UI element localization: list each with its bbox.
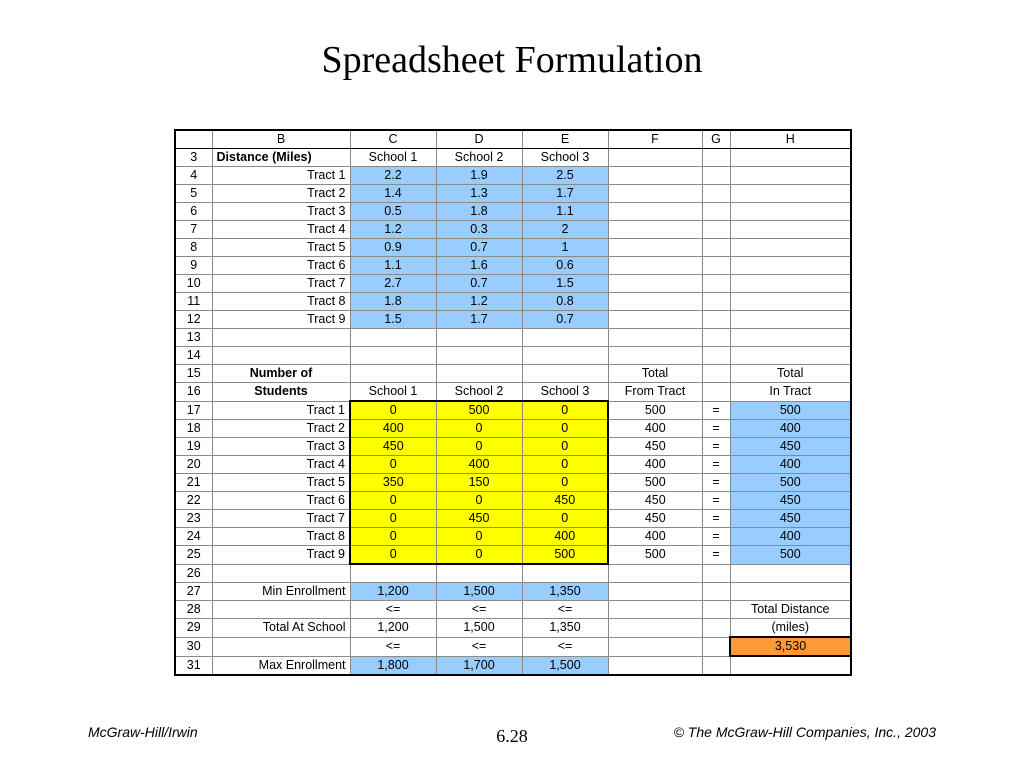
distance-cell[interactable]: 1 (522, 239, 608, 257)
sheet-row (175, 311, 851, 329)
cell[interactable] (608, 221, 702, 239)
cell[interactable] (212, 601, 350, 619)
total-label[interactable]: Total (730, 365, 851, 383)
cell[interactable] (702, 185, 730, 203)
distance-cell[interactable]: 1.2 (350, 221, 436, 239)
cell[interactable] (608, 293, 702, 311)
sheet-row (175, 239, 851, 257)
cell[interactable] (730, 221, 851, 239)
in-tract-total[interactable]: 400 (730, 456, 851, 474)
sheet-row (175, 456, 851, 474)
cell[interactable] (436, 564, 522, 583)
school-header[interactable]: School 2 (436, 149, 522, 167)
assignment-cell[interactable]: 0 (522, 474, 608, 492)
assignment-cell[interactable]: 450 (522, 492, 608, 510)
cell[interactable] (608, 311, 702, 329)
equals-sign[interactable]: = (702, 528, 730, 546)
le-sign[interactable]: <= (436, 601, 522, 619)
distance-cell[interactable]: 1.3 (436, 185, 522, 203)
school-header[interactable]: School 3 (522, 383, 608, 402)
distance-cell[interactable]: 0.7 (436, 275, 522, 293)
sheet-row (175, 474, 851, 492)
row-number[interactable]: 28 (175, 601, 212, 619)
school-header[interactable]: School 1 (350, 149, 436, 167)
assignment-cell[interactable]: 400 (522, 528, 608, 546)
sheet-row (175, 492, 851, 510)
cell[interactable] (702, 203, 730, 221)
spreadsheet (174, 129, 852, 676)
in-tract-total[interactable]: 450 (730, 510, 851, 528)
in-tract-total[interactable]: 400 (730, 420, 851, 438)
le-sign[interactable]: <= (436, 637, 522, 656)
row-number[interactable]: 31 (175, 656, 212, 675)
sheet-row (175, 347, 851, 365)
assignment-cell[interactable]: 0 (522, 510, 608, 528)
equals-sign[interactable]: = (702, 456, 730, 474)
sheet-row (175, 365, 851, 383)
column-header[interactable]: F (608, 130, 702, 149)
row-number[interactable]: 6 (175, 203, 212, 221)
min-enrollment-cell[interactable]: 1,200 (350, 583, 436, 601)
cell[interactable] (730, 347, 851, 365)
distance-cell[interactable]: 0.7 (436, 239, 522, 257)
assignment-cell[interactable]: 450 (436, 510, 522, 528)
cell[interactable] (730, 149, 851, 167)
cell[interactable] (350, 347, 436, 365)
cell[interactable] (608, 583, 702, 601)
sheet-row (175, 257, 851, 275)
row-number[interactable]: 8 (175, 239, 212, 257)
row-number[interactable]: 27 (175, 583, 212, 601)
distance-cell[interactable]: 1.1 (522, 203, 608, 221)
sheet-row (175, 438, 851, 456)
cell[interactable] (702, 365, 730, 383)
distance-cell[interactable]: 0.6 (522, 257, 608, 275)
row-number[interactable]: 25 (175, 546, 212, 565)
cell[interactable] (730, 203, 851, 221)
sheet-row (175, 401, 851, 420)
max-enrollment-label[interactable]: Max Enrollment (212, 656, 350, 675)
sheet-row (175, 221, 851, 239)
distance-cell[interactable]: 2 (522, 221, 608, 239)
assignment-cell[interactable]: 0 (350, 456, 436, 474)
from-tract-label[interactable]: From Tract (608, 383, 702, 402)
cell[interactable] (702, 311, 730, 329)
distance-cell[interactable]: 1.7 (522, 185, 608, 203)
from-tract-total[interactable]: 450 (608, 438, 702, 456)
from-tract-total[interactable]: 400 (608, 420, 702, 438)
assignment-cell[interactable]: 500 (522, 546, 608, 565)
tract-label[interactable]: Tract 5 (212, 239, 350, 257)
in-tract-label[interactable]: In Tract (730, 383, 851, 402)
cell[interactable] (702, 293, 730, 311)
column-header[interactable]: H (730, 130, 851, 149)
tract-label[interactable]: Tract 1 (212, 167, 350, 185)
cell[interactable] (436, 347, 522, 365)
row-number[interactable]: 13 (175, 329, 212, 347)
students-label[interactable]: Students (212, 383, 350, 402)
distance-cell[interactable]: 1.5 (350, 311, 436, 329)
cell[interactable] (702, 637, 730, 656)
row-number[interactable]: 20 (175, 456, 212, 474)
school-header[interactable]: School 1 (350, 383, 436, 402)
sheet-row (175, 130, 851, 149)
row-number[interactable]: 24 (175, 528, 212, 546)
in-tract-total[interactable]: 450 (730, 492, 851, 510)
cell[interactable] (608, 329, 702, 347)
distance-cell[interactable]: 2.2 (350, 167, 436, 185)
distance-label[interactable]: Distance (Miles) (212, 149, 350, 167)
assignment-cell[interactable]: 150 (436, 474, 522, 492)
total-at-school-label[interactable]: Total At School (212, 619, 350, 638)
from-tract-total[interactable]: 500 (608, 474, 702, 492)
students-label[interactable]: Number of (212, 365, 350, 383)
cell[interactable] (702, 347, 730, 365)
assignment-cell[interactable]: 0 (350, 510, 436, 528)
from-tract-total[interactable]: 400 (608, 528, 702, 546)
row-number[interactable]: 7 (175, 221, 212, 239)
corner-cell[interactable] (175, 130, 212, 149)
row-number[interactable]: 17 (175, 401, 212, 420)
le-sign[interactable]: <= (522, 637, 608, 656)
distance-cell[interactable]: 1.5 (522, 275, 608, 293)
min-enrollment-cell[interactable]: 1,350 (522, 583, 608, 601)
equals-sign[interactable]: = (702, 438, 730, 456)
tract-label[interactable]: Tract 3 (212, 203, 350, 221)
from-tract-total[interactable]: 400 (608, 456, 702, 474)
school-header[interactable]: School 2 (436, 383, 522, 402)
tract-label[interactable]: Tract 6 (212, 257, 350, 275)
cell[interactable] (608, 601, 702, 619)
distance-cell[interactable]: 2.5 (522, 167, 608, 185)
row-number[interactable]: 5 (175, 185, 212, 203)
total-at-school-cell[interactable]: 1,350 (522, 619, 608, 638)
sheet-row (175, 185, 851, 203)
distance-cell[interactable]: 1.9 (436, 167, 522, 185)
distance-cell[interactable]: 0.7 (522, 311, 608, 329)
assignment-cell[interactable]: 0 (350, 492, 436, 510)
cell[interactable] (608, 149, 702, 167)
tract-label[interactable]: Tract 9 (212, 311, 350, 329)
row-number[interactable]: 23 (175, 510, 212, 528)
distance-cell[interactable]: 1.8 (350, 293, 436, 311)
cell[interactable] (436, 329, 522, 347)
tract-label[interactable]: Tract 3 (212, 438, 350, 456)
assignment-cell[interactable]: 400 (436, 456, 522, 474)
assignment-cell[interactable]: 450 (350, 438, 436, 456)
tract-label[interactable]: Tract 9 (212, 546, 350, 565)
cell[interactable] (608, 185, 702, 203)
cell[interactable] (730, 257, 851, 275)
cell[interactable] (702, 329, 730, 347)
max-enrollment-cell[interactable]: 1,500 (522, 656, 608, 675)
total-distance-value[interactable]: 3,530 (730, 637, 851, 656)
tract-label[interactable]: Tract 6 (212, 492, 350, 510)
equals-sign[interactable]: = (702, 510, 730, 528)
school-header[interactable]: School 3 (522, 149, 608, 167)
row-number[interactable]: 15 (175, 365, 212, 383)
le-sign[interactable]: <= (350, 601, 436, 619)
sheet-row (175, 637, 851, 656)
sheet-row (175, 656, 851, 675)
cell[interactable] (730, 275, 851, 293)
tract-label[interactable]: Tract 2 (212, 420, 350, 438)
equals-sign[interactable]: = (702, 420, 730, 438)
footer-copyright: © The McGraw-Hill Companies, Inc., 2003 (673, 724, 936, 740)
row-number[interactable]: 10 (175, 275, 212, 293)
row-number[interactable]: 3 (175, 149, 212, 167)
sheet-row (175, 583, 851, 601)
assignment-cell[interactable]: 0 (350, 401, 436, 420)
cell[interactable] (730, 656, 851, 675)
row-number[interactable]: 22 (175, 492, 212, 510)
sheet-row (175, 528, 851, 546)
assignment-cell[interactable]: 0 (350, 528, 436, 546)
assignment-cell[interactable]: 0 (522, 420, 608, 438)
row-number[interactable]: 11 (175, 293, 212, 311)
cell[interactable] (702, 601, 730, 619)
in-tract-total[interactable]: 500 (730, 474, 851, 492)
sheet-row (175, 293, 851, 311)
tract-label[interactable]: Tract 2 (212, 185, 350, 203)
cell[interactable] (436, 365, 522, 383)
equals-sign[interactable]: = (702, 474, 730, 492)
cell[interactable] (608, 619, 702, 638)
total-distance-label[interactable]: (miles) (730, 619, 851, 638)
total-at-school-cell[interactable]: 1,200 (350, 619, 436, 638)
cell[interactable] (702, 149, 730, 167)
cell[interactable] (608, 239, 702, 257)
sheet-row (175, 546, 851, 565)
sheet-row (175, 601, 851, 619)
distance-cell[interactable]: 0.5 (350, 203, 436, 221)
sheet-row (175, 564, 851, 583)
sheet-row (175, 383, 851, 402)
row-number[interactable]: 18 (175, 420, 212, 438)
equals-sign[interactable]: = (702, 546, 730, 565)
cell[interactable] (730, 167, 851, 185)
total-at-school-cell[interactable]: 1,500 (436, 619, 522, 638)
column-header[interactable]: B (212, 130, 350, 149)
assignment-cell[interactable]: 500 (436, 401, 522, 420)
cell[interactable] (212, 347, 350, 365)
row-number[interactable]: 4 (175, 167, 212, 185)
equals-sign[interactable]: = (702, 492, 730, 510)
assignment-cell[interactable]: 0 (522, 456, 608, 474)
assignment-cell[interactable]: 0 (436, 546, 522, 565)
sheet-row (175, 167, 851, 185)
max-enrollment-cell[interactable]: 1,800 (350, 656, 436, 675)
min-enrollment-cell[interactable]: 1,500 (436, 583, 522, 601)
column-header[interactable]: G (702, 130, 730, 149)
tract-label[interactable]: Tract 4 (212, 456, 350, 474)
row-number[interactable]: 19 (175, 438, 212, 456)
row-number[interactable]: 9 (175, 257, 212, 275)
cell[interactable] (702, 383, 730, 402)
row-number[interactable]: 26 (175, 564, 212, 583)
cell[interactable] (212, 564, 350, 583)
distance-cell[interactable]: 1.6 (436, 257, 522, 275)
distance-cell[interactable]: 0.3 (436, 221, 522, 239)
assignment-cell[interactable]: 0 (436, 492, 522, 510)
in-tract-total[interactable]: 450 (730, 438, 851, 456)
cell[interactable] (730, 311, 851, 329)
tract-label[interactable]: Tract 4 (212, 221, 350, 239)
assignment-cell[interactable]: 400 (350, 420, 436, 438)
distance-cell[interactable]: 0.9 (350, 239, 436, 257)
cell[interactable] (702, 167, 730, 185)
cell[interactable] (608, 167, 702, 185)
footer-publisher: McGraw-Hill/Irwin (88, 724, 198, 740)
row-number[interactable]: 14 (175, 347, 212, 365)
from-tract-total[interactable]: 450 (608, 492, 702, 510)
cell[interactable] (730, 293, 851, 311)
tract-label[interactable]: Tract 8 (212, 528, 350, 546)
distance-cell[interactable]: 1.1 (350, 257, 436, 275)
cell[interactable] (350, 564, 436, 583)
tract-label[interactable]: Tract 7 (212, 275, 350, 293)
cell[interactable] (730, 583, 851, 601)
sheet-row (175, 275, 851, 293)
row-number[interactable]: 12 (175, 311, 212, 329)
slide-title: Spreadsheet Formulation (321, 39, 703, 81)
distance-cell[interactable]: 1.4 (350, 185, 436, 203)
cell[interactable] (702, 257, 730, 275)
column-header[interactable]: C (350, 130, 436, 149)
tract-label[interactable]: Tract 7 (212, 510, 350, 528)
cell[interactable] (702, 275, 730, 293)
cell[interactable] (608, 257, 702, 275)
cell[interactable] (702, 583, 730, 601)
sheet-row (175, 510, 851, 528)
cell[interactable] (522, 347, 608, 365)
cell[interactable] (730, 239, 851, 257)
assignment-cell[interactable]: 0 (522, 438, 608, 456)
sheet-row (175, 420, 851, 438)
cell[interactable] (608, 275, 702, 293)
cell[interactable] (212, 329, 350, 347)
row-number[interactable]: 21 (175, 474, 212, 492)
row-number[interactable]: 16 (175, 383, 212, 402)
cell[interactable] (608, 656, 702, 675)
from-tract-total[interactable]: 450 (608, 510, 702, 528)
sheet-row (175, 329, 851, 347)
total-label[interactable]: Total (608, 365, 702, 383)
in-tract-total[interactable]: 500 (730, 546, 851, 565)
tract-label[interactable]: Tract 5 (212, 474, 350, 492)
cell[interactable] (350, 365, 436, 383)
cell[interactable] (522, 365, 608, 383)
cell[interactable] (608, 203, 702, 221)
tract-label[interactable]: Tract 1 (212, 401, 350, 420)
in-tract-total[interactable]: 400 (730, 528, 851, 546)
row-number[interactable]: 29 (175, 619, 212, 638)
from-tract-total[interactable]: 500 (608, 401, 702, 420)
le-sign[interactable]: <= (522, 601, 608, 619)
sheet-row (175, 203, 851, 221)
equals-sign[interactable]: = (702, 401, 730, 420)
sheet-row (175, 619, 851, 638)
cell[interactable] (350, 329, 436, 347)
sheet-row (175, 149, 851, 167)
distance-cell[interactable]: 1.7 (436, 311, 522, 329)
distance-cell[interactable]: 1.8 (436, 203, 522, 221)
cell[interactable] (608, 564, 702, 583)
le-sign[interactable]: <= (350, 637, 436, 656)
row-number[interactable]: 30 (175, 637, 212, 656)
cell[interactable] (702, 619, 730, 638)
column-header[interactable]: E (522, 130, 608, 149)
cell[interactable] (522, 564, 608, 583)
distance-cell[interactable]: 0.8 (522, 293, 608, 311)
total-distance-label[interactable]: Total Distance (730, 601, 851, 619)
cell[interactable] (702, 239, 730, 257)
assignment-cell[interactable]: 0 (350, 546, 436, 565)
column-header[interactable]: D (436, 130, 522, 149)
cell[interactable] (702, 221, 730, 239)
cell[interactable] (608, 347, 702, 365)
assignment-cell[interactable]: 0 (522, 401, 608, 420)
from-tract-total[interactable]: 500 (608, 546, 702, 565)
cell[interactable] (522, 329, 608, 347)
cell[interactable] (212, 637, 350, 656)
cell[interactable] (702, 656, 730, 675)
assignment-cell[interactable]: 0 (436, 438, 522, 456)
assignment-cell[interactable]: 350 (350, 474, 436, 492)
cell[interactable] (702, 564, 730, 583)
slide-number: 6.28 (496, 726, 528, 746)
tract-label[interactable]: Tract 8 (212, 293, 350, 311)
max-enrollment-cell[interactable]: 1,700 (436, 656, 522, 675)
cell[interactable] (608, 637, 702, 656)
distance-cell[interactable]: 2.7 (350, 275, 436, 293)
cell[interactable] (730, 564, 851, 583)
cell[interactable] (730, 185, 851, 203)
distance-cell[interactable]: 1.2 (436, 293, 522, 311)
min-enrollment-label[interactable]: Min Enrollment (212, 583, 350, 601)
in-tract-total[interactable]: 500 (730, 401, 851, 420)
cell[interactable] (730, 329, 851, 347)
assignment-cell[interactable]: 0 (436, 420, 522, 438)
assignment-cell[interactable]: 0 (436, 528, 522, 546)
